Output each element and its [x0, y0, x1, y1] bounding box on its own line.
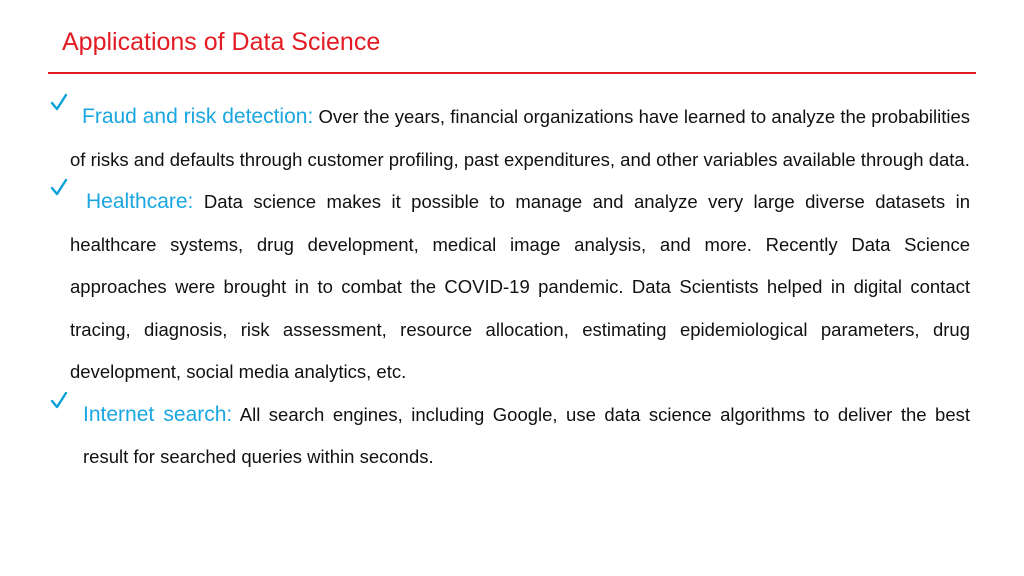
bullet-item-healthcare [50, 181, 970, 394]
checkmark-icon [50, 390, 68, 410]
bullet-text: Data science makes it possible to manage and analyze very large diverse datasets in healthcare systems, drug development, medical image analysis, and more. Recently Data Science approaches were brought in to combat the COVID-19 pandemic. Data Scientists helped in digital contact tracing, diagnosis, risk assessment, resource allocation, estimating epidemiological parameters, drug development, social media analytics, etc. [70, 191, 970, 382]
checkmark-icon [50, 92, 68, 112]
title-divider [48, 72, 976, 74]
bullet-lead: Internet search: [83, 402, 233, 426]
bullet-item-fraud [50, 96, 970, 181]
bullet-text: All search engines, including Google, use data science algorithms to deliver the best result for searched queries within seconds. [83, 403, 970, 467]
bullet-lead: Fraud and risk detection: [82, 105, 314, 128]
bullet-lead: Healthcare: [86, 190, 194, 213]
bullet-list [50, 96, 970, 479]
slide-title: Applications of Data Science [62, 28, 381, 56]
checkmark-icon [50, 177, 68, 197]
bullet-item-internet-search [50, 394, 970, 479]
bullet-text: Over the years, financial organizations have learned to analyze the probabilities of risks and defaults through customer profiling, past expenditures, and other variables available through data. [70, 106, 971, 170]
